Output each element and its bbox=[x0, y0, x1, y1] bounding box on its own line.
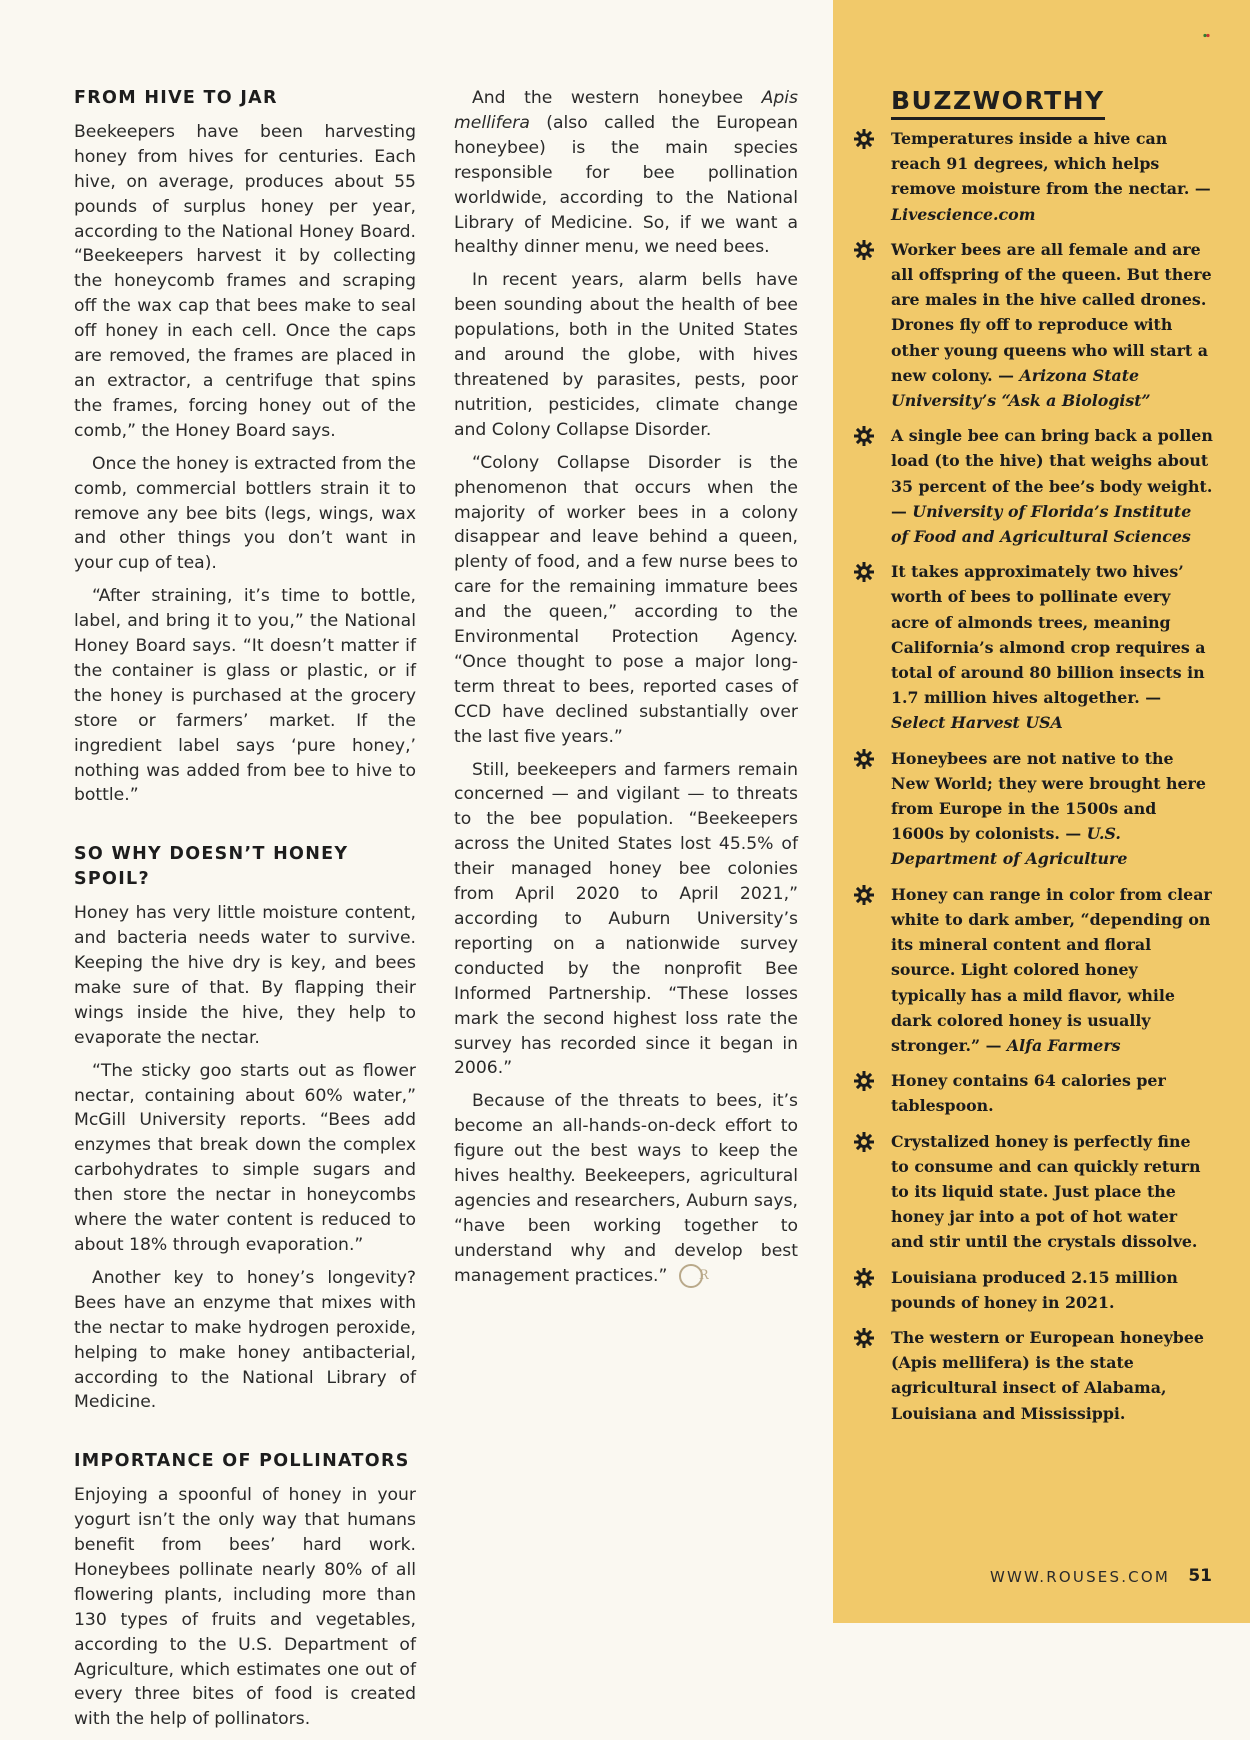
article-column-left bbox=[74, 86, 416, 1740]
text-run: (also called the European honeybee) is the main species responsible for bee pollination worldwide, according to the National Library of Medicine. So, if we want a healthy dinner menu, we need bees. bbox=[454, 112, 798, 258]
fact-text: It takes approximately two hives’ worth of bees to pollinate every acre of almonds trees, meaning California’s almond crop requires a total of around 80 billion insects in 1.7 million hives altogether. — bbox=[891, 562, 1206, 708]
color-dot-icon bbox=[1203, 32, 1210, 39]
rouses-logo-icon: R bbox=[679, 1264, 703, 1288]
section-heading: FROM HIVE TO JAR bbox=[74, 88, 278, 108]
sun-icon bbox=[853, 128, 875, 150]
article-column-middle bbox=[454, 86, 798, 1297]
sun-icon bbox=[853, 1327, 875, 1349]
fact-text: Honey can range in color from clear white to dark amber, “depending on its mineral content and floral source. Light colored honey typically has a mild flavor, while dark colored honey is usually stronger.” — bbox=[891, 884, 1212, 1055]
sun-icon bbox=[853, 1267, 875, 1289]
fact-source: University of Florida’s Institute of Food and Agricultural Sciences bbox=[891, 501, 1192, 547]
sun-icon bbox=[853, 1131, 875, 1153]
text-run: Because of the threats to bees, it’s become an all-hands-on-deck effort to figure out the best ways to keep the hives healthy. Beekeepers, agricultural agencies and researchers, Auburn says, “have been working together to understand why and develop best management practices.” bbox=[454, 1091, 798, 1286]
fact-text: Louisiana produced 2.15 million pounds of honey in 2021. bbox=[891, 1267, 1178, 1312]
paragraph: Beekeepers have been harvesting honey from hives for centuries. Each hive, on average, produces about 55 pounds of surplus honey per year, according to the National Honey Board. “Beekeepers harvest it by collecting the honeycomb frames and scraping off the wax cap that bees make to seal off honey in each cell. Once the caps are removed, the frames are placed in an extractor, a centrifuge that spins the frames, forcing honey out of the comb,” the Honey Board says. bbox=[74, 121, 416, 441]
fact-source: Select Harvest USA bbox=[891, 713, 1063, 733]
fact-item bbox=[853, 423, 1213, 549]
paragraph bbox=[454, 1089, 798, 1288]
section-heading: SO WHY DOESN’T HONEY SPOIL? bbox=[74, 844, 349, 890]
sun-icon bbox=[853, 748, 875, 770]
fact-source: Arizona State University’s “Ask a Biologist” bbox=[891, 365, 1151, 411]
sun-icon bbox=[853, 239, 875, 261]
paragraph: Another key to honey’s longevity? Bees have an enzyme that mixes with the nectar to make hydrogen peroxide, helping to make honey antibacterial, according to the National Library of Medicine. bbox=[74, 1267, 416, 1413]
fact-text: Honey contains 64 calories per tablespoon. bbox=[891, 1071, 1166, 1116]
fact-list bbox=[853, 126, 1213, 1436]
paragraph: Still, beekeepers and farmers remain concerned — and vigilant — to threats to the bee population. “Beekeepers across the United States lost 45.5% of their managed honey bee colonies from April 2020 to April 2021,” according to Auburn University’s reporting on a nationwide survey conducted by the nonprofit Bee Informed Partnership. “These losses mark the second highest loss rate the survey has recorded since it began in 2006.” bbox=[454, 759, 798, 1079]
fact-item bbox=[853, 126, 1213, 227]
fact-text: Crystalized honey is perfectly fine to consume and can quickly return to its liquid state. Just place the honey jar into a pot of hot water and stir until the crystals dissolve. bbox=[891, 1131, 1201, 1252]
paragraph: Honey has very little moisture content, and bacteria needs water to survive. Keeping the hive dry is key, and bees make sure of that. By flapping their wings inside the hive, they help to evaporate the nectar. bbox=[74, 903, 416, 1048]
page-number: 51 bbox=[1188, 1566, 1212, 1586]
species-name: Apis mellifera bbox=[454, 88, 798, 133]
fact-item bbox=[853, 237, 1213, 413]
sun-icon bbox=[853, 884, 875, 906]
fact-text: Temperatures inside a hive can reach 91 degrees, which helps remove moisture from the nectar. — bbox=[891, 129, 1211, 199]
paragraph bbox=[454, 86, 798, 260]
fact-source: U.S. Department of Agriculture bbox=[891, 824, 1128, 869]
paragraph: “Colony Collapse Disorder is the phenomenon that occurs when the majority of worker bees in a colony disappear and leave behind a queen, plenty of food, and a few nurse bees to care for the remaining immature bees and the queen,” according to the Environmental Protection Agency. “Once thought to pose a major long-term threat to bees, reported cases of CCD have declined substantially over the last five years.” bbox=[454, 452, 798, 747]
text-run: And the western honeybee bbox=[472, 88, 744, 108]
fact-source: Alfa Farmers bbox=[1006, 1035, 1121, 1055]
paragraph: Once the honey is extracted from the comb, commercial bottlers strain it to remove any bee bits (legs, wings, wax and other things you don’t want in your cup of tea). bbox=[74, 453, 416, 574]
fact-item bbox=[853, 882, 1213, 1058]
fact-item bbox=[853, 1325, 1213, 1426]
section-heading: IMPORTANCE OF POLLINATORS bbox=[74, 1451, 410, 1472]
fact-text: The western or European honeybee (Apis mellifera) is the state agricultural insect of Alabama, Louisiana and Mississippi. bbox=[891, 1327, 1204, 1423]
paragraph: In recent years, alarm bells have been sounding about the health of bee populations, both in the United States and around the globe, with hives threatened by parasites, pests, poor nutrition, pesticides, climate change and Colony Collapse Disorder. bbox=[454, 270, 798, 440]
paragraph: “The sticky goo starts out as flower nectar, containing about 60% water,” McGill University reports. “Bees add enzymes that break down the complex carbohydrates to simple sugars and then store the nectar in honeycombs where the water content is reduced to about 18% through evaporation.” bbox=[74, 1060, 416, 1255]
sun-icon bbox=[853, 1070, 875, 1092]
paragraph: Enjoying a spoonful of honey in your yogurt isn’t the only way that humans benefit from bees’ hard work. Honeybees pollinate nearly 80% of all flowering plants, including more than 130 types of fruits and vegetables, according to the U.S. Department of Agriculture, which estimates one out of every three bites of food is created with the help of pollinators. bbox=[74, 1485, 416, 1730]
fact-item bbox=[853, 1265, 1213, 1315]
fact-source: Livescience.com bbox=[891, 204, 1036, 224]
fact-item bbox=[853, 746, 1213, 872]
fact-item bbox=[853, 1129, 1213, 1255]
paragraph: “After straining, it’s time to bottle, label, and bring it to you,” the National Honey Board says. “It doesn’t matter if the container is glass or plastic, or if the honey is purchased at the grocery store or farmers’ market. If the ingredient label says ‘pure honey,’ nothing was added from bee to hive to bottle.” bbox=[74, 586, 416, 806]
sun-icon bbox=[853, 425, 875, 447]
fact-item bbox=[853, 1068, 1213, 1118]
site-url: WWW.ROUSES.COM bbox=[989, 1568, 1170, 1586]
buzzworthy-sidebar bbox=[833, 0, 1250, 1623]
sidebar-title: BUZZWORTHY bbox=[891, 86, 1105, 120]
sun-icon bbox=[853, 561, 875, 583]
fact-text: Honeybees are not native to the New World; they were brought here from Europe in the 1500s and 1600s by colonists. — bbox=[891, 748, 1206, 844]
fact-text: Worker bees are all female and are all offspring of the queen. But there are males in the hive called drones. Drones fly off to reproduce with other young queens who will start a new colony. — bbox=[891, 239, 1212, 385]
fact-text: A single bee can bring back a pollen load (to the hive) that weighs about 35 percent of the bee’s body weight. — bbox=[891, 426, 1213, 521]
fact-item bbox=[853, 559, 1213, 735]
